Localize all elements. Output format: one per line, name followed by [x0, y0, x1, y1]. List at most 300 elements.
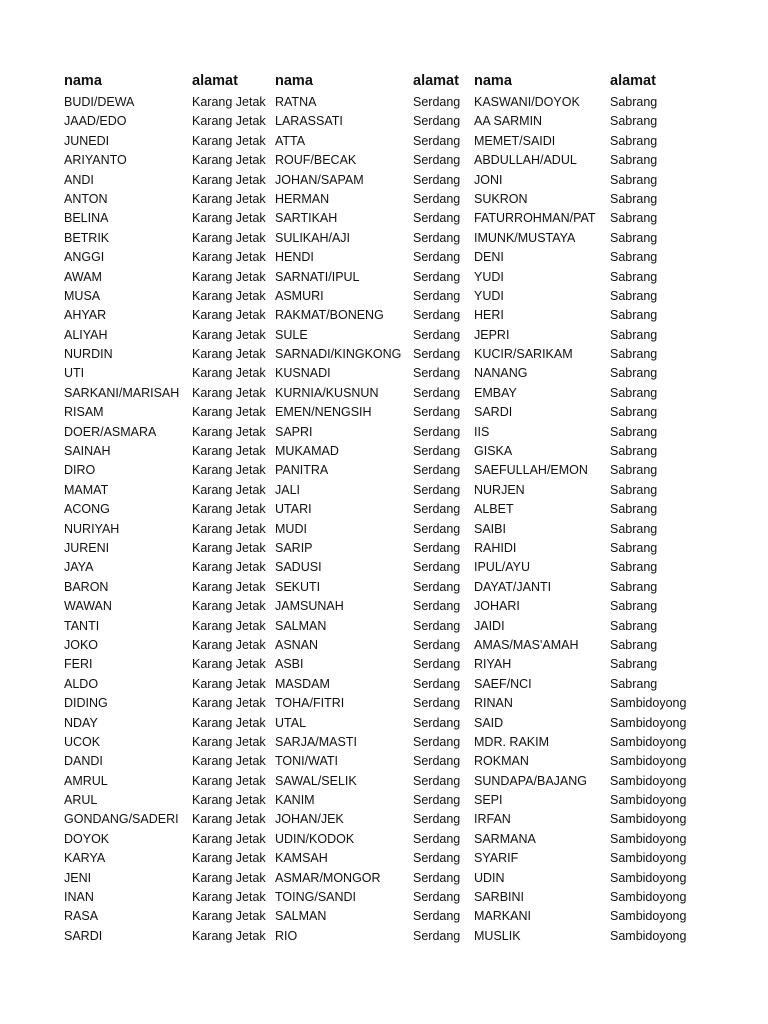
table-row — [0, 112, 768, 131]
nama-cell: FERI — [64, 657, 93, 672]
nama-cell: AWAM — [64, 269, 102, 284]
table-row — [0, 810, 768, 829]
alamat-cell: Serdang — [413, 696, 461, 711]
alamat-cell: Sabrang — [610, 385, 658, 400]
table-row — [0, 888, 768, 907]
nama-cell: AHYAR — [64, 308, 107, 323]
alamat-cell: Sambidoyong — [610, 831, 687, 846]
alamat-cell: Sambidoyong — [610, 909, 687, 924]
table-row — [0, 442, 768, 461]
nama-cell: UCOK — [64, 734, 101, 749]
alamat-cell: Serdang — [413, 657, 461, 672]
nama-cell: SAPRI — [275, 424, 313, 439]
alamat-cell: Karang Jetak — [192, 812, 266, 827]
alamat-cell: Karang Jetak — [192, 153, 266, 168]
alamat-cell: Karang Jetak — [192, 676, 266, 691]
alamat-cell: Karang Jetak — [192, 269, 266, 284]
nama-cell: RIYAH — [474, 657, 512, 672]
alamat-cell: Serdang — [413, 870, 461, 885]
alamat-cell: Sambidoyong — [610, 793, 687, 808]
alamat-cell: Karang Jetak — [192, 870, 266, 885]
nama-cell: JOHAN/SAPAM — [275, 172, 364, 187]
nama-cell: SAEF/NCI — [474, 676, 532, 691]
table-row — [0, 423, 768, 442]
alamat-cell: Karang Jetak — [192, 502, 266, 517]
table-row — [0, 636, 768, 655]
nama-cell: SUKRON — [474, 191, 528, 206]
header-nama-2: nama — [275, 73, 313, 89]
nama-cell: GISKA — [474, 444, 513, 459]
alamat-cell: Karang Jetak — [192, 250, 266, 265]
nama-cell: UDIN/KODOK — [275, 831, 355, 846]
nama-cell: RATNA — [275, 95, 317, 109]
table-row — [0, 849, 768, 868]
table-row — [0, 675, 768, 694]
table-body — [0, 93, 768, 946]
table-row — [0, 520, 768, 539]
nama-cell: ANDI — [64, 172, 94, 187]
nama-cell: ROUF/BECAK — [275, 153, 357, 168]
header-alamat-1: alamat — [192, 73, 238, 89]
alamat-cell: Serdang — [413, 366, 461, 381]
alamat-cell: Sabrang — [610, 560, 658, 575]
alamat-cell: Karang Jetak — [192, 599, 266, 614]
alamat-cell: Karang Jetak — [192, 172, 266, 187]
nama-cell: SARNADI/KINGKONG — [275, 347, 402, 362]
nama-cell: UTARI — [275, 502, 312, 517]
alamat-cell: Serdang — [413, 812, 461, 827]
nama-cell: DOYOK — [64, 831, 110, 846]
nama-cell: ACONG — [64, 502, 110, 517]
nama-cell: AA SARMIN — [474, 114, 543, 129]
nama-cell: PANITRA — [275, 463, 329, 478]
alamat-cell: Karang Jetak — [192, 288, 266, 303]
alamat-cell: Sabrang — [610, 288, 658, 303]
alamat-cell: Karang Jetak — [192, 385, 266, 400]
alamat-cell: Serdang — [413, 153, 461, 168]
alamat-cell: Sabrang — [610, 133, 658, 148]
nama-cell: BETRIK — [64, 230, 110, 245]
alamat-cell: Karang Jetak — [192, 793, 266, 808]
nama-cell: KUSNADI — [275, 366, 331, 381]
alamat-cell: Karang Jetak — [192, 890, 266, 905]
alamat-cell: Serdang — [413, 599, 461, 614]
alamat-cell: Serdang — [413, 269, 461, 284]
nama-cell: ASBI — [275, 657, 304, 672]
nama-cell: NURDIN — [64, 347, 113, 362]
table-row — [0, 597, 768, 616]
nama-cell: TANTI — [64, 618, 100, 633]
nama-cell: IMUNK/MUSTAYA — [474, 230, 576, 245]
alamat-cell: Karang Jetak — [192, 230, 266, 245]
nama-cell: ASMAR/MONGOR — [275, 870, 381, 885]
table-row — [0, 578, 768, 597]
table-row — [0, 403, 768, 422]
alamat-cell: Sabrang — [610, 405, 658, 420]
alamat-cell: Serdang — [413, 191, 461, 206]
alamat-cell: Serdang — [413, 676, 461, 691]
alamat-cell: Serdang — [413, 734, 461, 749]
alamat-cell: Sabrang — [610, 657, 658, 672]
alamat-cell: Sabrang — [610, 114, 658, 129]
alamat-cell: Karang Jetak — [192, 754, 266, 769]
nama-cell: MUKAMAD — [275, 444, 339, 459]
alamat-cell: Karang Jetak — [192, 424, 266, 439]
alamat-cell: Karang Jetak — [192, 521, 266, 536]
header-nama-3: nama — [474, 73, 512, 89]
alamat-cell: Serdang — [413, 618, 461, 633]
alamat-cell: Sabrang — [610, 327, 658, 342]
nama-cell: DENI — [474, 250, 504, 265]
alamat-cell: Karang Jetak — [192, 928, 266, 943]
nama-cell: BARON — [64, 579, 109, 594]
nama-cell: SARTIKAH — [275, 211, 338, 226]
alamat-cell: Sabrang — [610, 618, 658, 633]
table-row — [0, 93, 768, 112]
alamat-cell: Serdang — [413, 851, 461, 866]
alamat-cell: Karang Jetak — [192, 327, 266, 342]
alamat-cell: Karang Jetak — [192, 579, 266, 594]
table-row — [0, 287, 768, 306]
nama-cell: UTAL — [275, 715, 307, 730]
header-nama-1: nama — [64, 73, 102, 89]
nama-cell: NDAY — [64, 715, 98, 730]
nama-cell: JAMSUNAH — [275, 599, 344, 614]
table-row — [0, 306, 768, 325]
nama-cell: JOKO — [64, 637, 99, 652]
alamat-cell: Sabrang — [610, 521, 658, 536]
nama-cell: TOING/SANDI — [275, 890, 357, 905]
nama-cell: DOER/ASMARA — [64, 424, 157, 439]
alamat-cell: Sambidoyong — [610, 754, 687, 769]
nama-cell: RAKMAT/BONENG — [275, 308, 384, 323]
nama-cell: UDIN — [474, 870, 505, 885]
table-row — [0, 694, 768, 713]
nama-cell: MUDI — [275, 521, 307, 536]
nama-cell: KASWANI/DOYOK — [474, 95, 580, 109]
nama-cell: ARUL — [64, 793, 98, 808]
nama-cell: EMEN/NENGSIH — [275, 405, 372, 420]
nama-cell: JAIDI — [474, 618, 505, 633]
nama-cell: JAAD/EDO — [64, 114, 127, 129]
nama-cell: SARNATI/IPUL — [275, 269, 360, 284]
alamat-cell: Serdang — [413, 890, 461, 905]
alamat-cell: Karang Jetak — [192, 444, 266, 459]
nama-cell: AMAS/MAS'AMAH — [474, 637, 579, 652]
nama-cell: SARIP — [275, 540, 313, 555]
alamat-cell: Serdang — [413, 637, 461, 652]
table-row — [0, 539, 768, 558]
header-alamat-3: alamat — [610, 73, 656, 89]
nama-cell: JOHARI — [474, 599, 520, 614]
nama-cell: KAMSAH — [275, 851, 328, 866]
nama-cell: ATTA — [275, 133, 306, 148]
alamat-cell: Sabrang — [610, 502, 658, 517]
nama-cell: SALMAN — [275, 618, 327, 633]
nama-cell: SARJA/MASTI — [275, 734, 357, 749]
nama-cell: JUNEDI — [64, 133, 110, 148]
alamat-cell: Karang Jetak — [192, 482, 266, 497]
nama-cell: KARYA — [64, 851, 106, 866]
nama-cell: MEMET/SAIDI — [474, 133, 556, 148]
alamat-cell: Serdang — [413, 560, 461, 575]
table-row — [0, 617, 768, 636]
alamat-cell: Karang Jetak — [192, 715, 266, 730]
nama-cell: IIS — [474, 424, 490, 439]
nama-cell: MARKANI — [474, 909, 531, 924]
alamat-cell: Karang Jetak — [192, 347, 266, 362]
nama-cell: SUNDAPA/BAJANG — [474, 773, 587, 788]
nama-cell: SAID — [474, 715, 504, 730]
table-row — [0, 869, 768, 888]
nama-cell: SARDI — [64, 928, 103, 943]
alamat-cell: Sabrang — [610, 540, 658, 555]
nama-cell: RINAN — [474, 696, 513, 711]
alamat-cell: Sambidoyong — [610, 928, 687, 943]
nama-cell: SAWAL/SELIK — [275, 773, 357, 788]
nama-cell: NANANG — [474, 366, 528, 381]
nama-cell: BUDI/DEWA — [64, 95, 135, 109]
alamat-cell: Serdang — [413, 424, 461, 439]
nama-cell: JALI — [275, 482, 301, 497]
nama-cell: IRFAN — [474, 812, 511, 827]
nama-cell: SAINAH — [64, 444, 111, 459]
nama-cell: INAN — [64, 890, 94, 905]
alamat-cell: Sabrang — [610, 463, 658, 478]
nama-cell: ARIYANTO — [64, 153, 127, 168]
nama-cell: HERI — [474, 308, 504, 323]
table-row — [0, 772, 768, 791]
table-row — [0, 481, 768, 500]
nama-cell: NURJEN — [474, 482, 525, 497]
alamat-cell: Sabrang — [610, 444, 658, 459]
alamat-cell: Sabrang — [610, 250, 658, 265]
alamat-cell: Serdang — [413, 909, 461, 924]
alamat-cell: Serdang — [413, 385, 461, 400]
nama-cell: YUDI — [474, 269, 504, 284]
header-row — [0, 72, 768, 93]
alamat-cell: Karang Jetak — [192, 618, 266, 633]
alamat-cell: Serdang — [413, 715, 461, 730]
alamat-cell: Sabrang — [610, 637, 658, 652]
alamat-cell: Sabrang — [610, 191, 658, 206]
nama-cell: NURIYAH — [64, 521, 120, 536]
table-row — [0, 791, 768, 810]
nama-cell: SARDI — [474, 405, 513, 420]
alamat-cell: Sambidoyong — [610, 696, 687, 711]
table-row — [0, 384, 768, 403]
nama-cell: ABDULLAH/ADUL — [474, 153, 577, 168]
table-row — [0, 229, 768, 248]
alamat-cell: Serdang — [413, 579, 461, 594]
alamat-cell: Serdang — [413, 405, 461, 420]
alamat-cell: Sambidoyong — [610, 870, 687, 885]
table-row — [0, 714, 768, 733]
header-alamat-2: alamat — [413, 73, 459, 89]
alamat-cell: Karang Jetak — [192, 405, 266, 420]
nama-cell: SULE — [275, 327, 308, 342]
alamat-cell: Serdang — [413, 347, 461, 362]
table-row — [0, 830, 768, 849]
nama-cell: DIDING — [64, 696, 108, 711]
nama-cell: SEPI — [474, 793, 503, 808]
alamat-cell: Sambidoyong — [610, 851, 687, 866]
alamat-cell: Karang Jetak — [192, 734, 266, 749]
alamat-cell: Karang Jetak — [192, 831, 266, 846]
alamat-cell: Serdang — [413, 463, 461, 478]
nama-cell: HERMAN — [275, 191, 330, 206]
nama-cell: RISAM — [64, 405, 104, 420]
alamat-cell: Karang Jetak — [192, 114, 266, 129]
nama-cell: MUSA — [64, 288, 101, 303]
alamat-cell: Sabrang — [610, 308, 658, 323]
nama-cell: MASDAM — [275, 676, 330, 691]
alamat-cell: Karang Jetak — [192, 560, 266, 575]
alamat-cell: Sambidoyong — [610, 734, 687, 749]
nama-cell: AMRUL — [64, 773, 108, 788]
table-row — [0, 752, 768, 771]
nama-cell: SARBINI — [474, 890, 525, 905]
alamat-cell: Serdang — [413, 114, 461, 129]
nama-cell: HENDI — [275, 250, 314, 265]
alamat-cell: Karang Jetak — [192, 657, 266, 672]
nama-cell: SADUSI — [275, 560, 322, 575]
table-row — [0, 733, 768, 752]
alamat-cell: Serdang — [413, 250, 461, 265]
table-row — [0, 248, 768, 267]
nama-cell: MUSLIK — [474, 928, 521, 943]
alamat-cell: Sabrang — [610, 347, 658, 362]
name-address-table — [0, 72, 768, 946]
nama-cell: KURNIA/KUSNUN — [275, 385, 379, 400]
nama-cell: SARMANA — [474, 831, 536, 846]
table-row — [0, 132, 768, 151]
table-row — [0, 190, 768, 209]
alamat-cell: Sabrang — [610, 676, 658, 691]
alamat-cell: Karang Jetak — [192, 366, 266, 381]
alamat-cell: Sabrang — [610, 230, 658, 245]
nama-cell: JOHAN/JEK — [275, 812, 344, 827]
alamat-cell: Sabrang — [610, 211, 658, 226]
table-row — [0, 461, 768, 480]
alamat-cell: Sabrang — [610, 599, 658, 614]
alamat-cell: Serdang — [413, 133, 461, 148]
table-row — [0, 907, 768, 926]
nama-cell: JAYA — [64, 560, 94, 575]
nama-cell: WAWAN — [64, 599, 112, 614]
nama-cell: ASMURI — [275, 288, 324, 303]
alamat-cell: Serdang — [413, 928, 461, 943]
alamat-cell: Serdang — [413, 327, 461, 342]
nama-cell: LARASSATI — [275, 114, 343, 129]
nama-cell: TOHA/FITRI — [275, 696, 345, 711]
alamat-cell: Serdang — [413, 502, 461, 517]
nama-cell: SULIKAH/AJI — [275, 230, 351, 245]
table-row — [0, 171, 768, 190]
nama-cell: BELINA — [64, 211, 109, 226]
nama-cell: KUCIR/SARIKAM — [474, 347, 573, 362]
nama-cell: IPUL/AYU — [474, 560, 531, 575]
alamat-cell: Karang Jetak — [192, 696, 266, 711]
alamat-cell: Karang Jetak — [192, 540, 266, 555]
alamat-cell: Karang Jetak — [192, 463, 266, 478]
alamat-cell: Serdang — [413, 172, 461, 187]
nama-cell: ASNAN — [275, 637, 319, 652]
alamat-cell: Karang Jetak — [192, 308, 266, 323]
alamat-cell: Karang Jetak — [192, 637, 266, 652]
table-row — [0, 326, 768, 345]
table-row — [0, 345, 768, 364]
alamat-cell: Karang Jetak — [192, 191, 266, 206]
alamat-cell: Sabrang — [610, 424, 658, 439]
alamat-cell: Serdang — [413, 308, 461, 323]
nama-cell: GONDANG/SADERI — [64, 812, 179, 827]
alamat-cell: Serdang — [413, 444, 461, 459]
alamat-cell: Sabrang — [610, 153, 658, 168]
alamat-cell: Sambidoyong — [610, 773, 687, 788]
nama-cell: DANDI — [64, 754, 103, 769]
nama-cell: SALMAN — [275, 909, 327, 924]
table-row — [0, 500, 768, 519]
nama-cell: ALIYAH — [64, 327, 108, 342]
alamat-cell: Karang Jetak — [192, 95, 266, 109]
nama-cell: JONI — [474, 172, 503, 187]
nama-cell: JEPRI — [474, 327, 510, 342]
nama-cell: EMBAY — [474, 385, 517, 400]
alamat-cell: Serdang — [413, 773, 461, 788]
alamat-cell: Serdang — [413, 540, 461, 555]
nama-cell: YUDI — [474, 288, 504, 303]
nama-cell: ANGGI — [64, 250, 105, 265]
nama-cell: SEKUTI — [275, 579, 321, 594]
nama-cell: RAHIDI — [474, 540, 517, 555]
nama-cell: KANIM — [275, 793, 315, 808]
table-row — [0, 151, 768, 170]
nama-cell: ALBET — [474, 502, 514, 517]
table-row — [0, 927, 768, 946]
nama-cell: SYARIF — [474, 851, 519, 866]
alamat-cell: Sabrang — [610, 95, 658, 109]
nama-cell: JENI — [64, 870, 92, 885]
table-row — [0, 268, 768, 287]
nama-cell: JURENI — [64, 540, 110, 555]
alamat-cell: Serdang — [413, 831, 461, 846]
alamat-cell: Sambidoyong — [610, 715, 687, 730]
alamat-cell: Karang Jetak — [192, 773, 266, 788]
alamat-cell: Sabrang — [610, 366, 658, 381]
nama-cell: ANTON — [64, 191, 108, 206]
alamat-cell: Sabrang — [610, 579, 658, 594]
nama-cell: DAYAT/JANTI — [474, 579, 552, 594]
alamat-cell: Serdang — [413, 793, 461, 808]
alamat-cell: Serdang — [413, 95, 461, 109]
alamat-cell: Karang Jetak — [192, 851, 266, 866]
table-row — [0, 364, 768, 383]
nama-cell: MAMAT — [64, 482, 109, 497]
alamat-cell: Karang Jetak — [192, 211, 266, 226]
alamat-cell: Serdang — [413, 230, 461, 245]
nama-cell: FATURROHMAN/PAT — [474, 211, 596, 226]
nama-cell: RIO — [275, 928, 298, 943]
alamat-cell: Serdang — [413, 288, 461, 303]
alamat-cell: Sabrang — [610, 482, 658, 497]
nama-cell: RASA — [64, 909, 99, 924]
nama-cell: ALDO — [64, 676, 99, 691]
table-row — [0, 655, 768, 674]
alamat-cell: Serdang — [413, 754, 461, 769]
alamat-cell: Serdang — [413, 521, 461, 536]
alamat-cell: Sambidoyong — [610, 812, 687, 827]
